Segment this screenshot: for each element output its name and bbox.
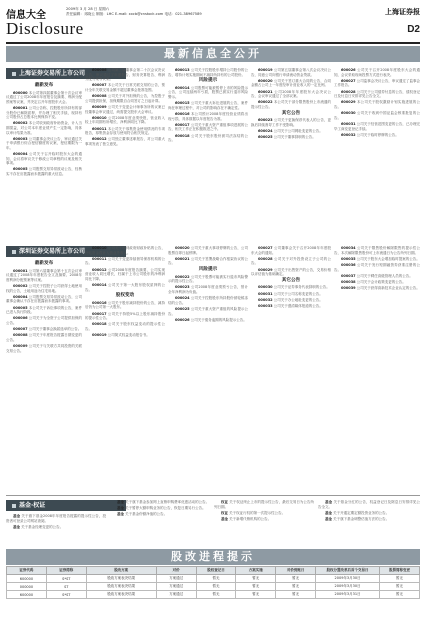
article-column: 基金 关于基金分红的公告，权益登记日及除息日安排详见公告全文。 基金 关于开通定期定额投资业务的公告。 基金 关于旗下基金调整估值方法的公告。 bbox=[318, 500, 420, 521]
article-column: 最新发布 000001 公司第六届董事会第十五次会议审议通过了2008年年度报告全文及摘要、2008年度利润分配预案等议案。 000002 公司关于控股子公司获得土地使用权的公告，土地用途为住宅用地。 000004 公司股票交易异常波动公告，公司董事会确认不存在应披露而未披露的事项。 000005 本公司关于诉讼事项的公告，案件已进入执行阶段。 000006 公司关于为全资子公司提供担保的公告。 000007 公司关于董事会换届选举的公告。 000008 公司关于年度报告披露日期变更的公告。 000009 公司关于与关联方共同投资的关联交易公告。 bbox=[6, 261, 82, 353]
column-header: 对价到账日 bbox=[276, 567, 316, 575]
article-column: 最新发布 600000 本公司第四届董事会第十次会议审议通过了公司2008年年度报告及摘要、利润分配预案等议案，并决定召开年度股东大会。 600001 公司公告称，控股股东所持有的部分股份已解除质押，并办理了相关手续，现持有公司股份占总股本比例保持不变。 600002 本公司收到政府补助资金，计入当期损益，对公司本年度业绩产生一定影响，具体以审计结果为准。 600003 公司董事会决议公告，审议通过关于申请银行综合授信额度的议案，授信期限为一年。 600004 公司关于召开临时股东大会的通知，会议将审议关于修改公司章程的议案及相关事项。 600005 公司股票交易异常波动公告，经核实不存在应披露而未披露的重大信息。 bbox=[6, 83, 82, 177]
table-cell: 暂无 bbox=[236, 591, 276, 599]
section-title-text: 深圳证券交易所上市公司 bbox=[19, 248, 86, 255]
article-column: 600019 公司第五届董事会第八次会议决议公告，同意公司向银行申请流动资金贷款。 600020 公司关于签订重大合同的公告，合同金额占公司上一年度经审计营业收入的一定比例。 600021 公司2008年年度股东大会决议公告，会议审议通过了全部议案。 600022 本公司关于部分限售股份上市流通的提示性公告。 其它公告 600023 公司关于更换保荐代表人的公告，更换后持续督导工作不受影响。 600024 公司关于公司网址变更的公告。 600025 公司关于董事辞职的公告。 bbox=[251, 68, 331, 140]
table-cell: 暂无 bbox=[380, 591, 420, 599]
table-cell: 暂无 bbox=[236, 583, 276, 591]
table-cell: 000000 bbox=[7, 583, 47, 591]
column-header: 证券代码 bbox=[7, 567, 47, 575]
column-header: 股权登记日 bbox=[196, 567, 236, 575]
table-row bbox=[7, 591, 420, 599]
table-cell: 暂无 bbox=[276, 591, 316, 599]
section-name: Disclosure bbox=[6, 19, 84, 38]
header-info bbox=[66, 7, 202, 17]
subhead: 其它公告 bbox=[281, 277, 301, 283]
article-column: 000027 公司董事会关于召开2008年年度股东大会的通知。 000028 公司关于对外投资设立子公司的公告。 000029 公司关于出售资产的公告，交易价格以评估值为基础确定。 其它公告 000030 公司关于证券事务代表辞职的公告。 000031 公司关于公司名称变更的公告。 000032 公司关于办公地址变更的公告。 000033 公司关于澄清媒体报道的公告。 bbox=[251, 246, 331, 308]
page-code: D2 bbox=[407, 24, 420, 35]
table-cell: 股改方案表决结果 bbox=[86, 591, 156, 599]
table-cell: 暂无 bbox=[380, 575, 420, 583]
section-title-text: 上海证券交易所上市公司 bbox=[19, 70, 86, 77]
table-cell: 600000 bbox=[7, 591, 47, 599]
table-cell: 暂无 bbox=[196, 575, 236, 583]
table-row bbox=[7, 583, 420, 591]
table-cell: 暂无 bbox=[196, 583, 236, 591]
subhead: 其它公告 bbox=[281, 110, 301, 116]
table-cell: S*ST bbox=[46, 591, 86, 599]
banner-share-reform: 股改进程提示 bbox=[6, 549, 420, 565]
table-cell: 2009年3月30日 bbox=[316, 575, 380, 583]
table-cell: 方案通过 bbox=[156, 575, 196, 583]
column-header: 股改方案 bbox=[86, 567, 156, 575]
table-cell: 方案通过 bbox=[156, 591, 196, 599]
article-column: 000020 公司关于重大事项停牌的公告，公司股票自即日起停牌。 000021 公司关于签署战略合作框架协议的公告。 风险提示 000022 公司关于股票可能被实行退市风险警示的提示性公告。 000023 公司2008年度业绩预亏公告，预计全年净利润为负值。 000024 公司关于控股股东所持股份被轮候冻结的公告。 000025 公司关于重大资产重组的风险提示公告。 000026 公司关于债务逾期的风险提示公告。 bbox=[168, 246, 248, 322]
article-column: 600006 公司第三届董事会第二十次会议决议公告，审议通过了年度报告、财务决算报告、利润分配方案等议案。 600007 本公司关于日常关联交易的公告，预计全年关联交易金额不超过董事会批准范围。 600008 公司关于对外担保的公告，为控股子公司提供担保，担保期限自合同签订之日起计算。 600009 公司关于变更会计师事务所的议案已经董事会审议通过，尚需提交股东大会审议。 600010 公司2008年度业绩快报，营业收入较上年同期有所增长，净利润同比下降。 600011 本公司关于募集资金使用情况的专项报告，募集资金存放与使用符合相关规定。 600012 公司独立董事述职报告，对公司重大事项发表了独立意见。 bbox=[85, 68, 165, 146]
table-cell: 2009年3月30日 bbox=[316, 583, 380, 591]
article-column: 权证 关于权证终止上市的提示性公告，最后交易日为公告所列日期。 权证 关于权证行权的第一次提示性公告。 基金 关于新增代销机构的公告。 bbox=[214, 500, 314, 521]
share-reform-table bbox=[6, 566, 420, 599]
page-header bbox=[6, 4, 420, 42]
column-header: 对价 bbox=[156, 567, 196, 575]
table-cell: S*ST bbox=[46, 575, 86, 583]
subhead: 风险提示 bbox=[198, 78, 218, 84]
table-cell: 暂无 bbox=[276, 583, 316, 591]
table-cell: 600000 bbox=[7, 575, 47, 583]
article-column: 000034 公司关于限售股份解除限售的提示性公告，本次解除限售股份可上市流通日为公告所列日期。 000035 公司关于股东大会增加临时提案的公告。 000036 公司关于发行短期融资券获准注册的公告。 000037 公司关于聘任高级管理人员的公告。 000038 公司关于会计政策变更的公告。 000039 公司关于获得高新技术企业认定的公告。 bbox=[334, 246, 420, 291]
section-marker-icon bbox=[12, 504, 16, 508]
table-cell: 股改方案表决结果 bbox=[86, 583, 156, 591]
masthead-title: 信息大全 bbox=[6, 10, 46, 21]
article-column: 600026 公司关于召开2008年度股东大会的通知，会议采取现场投票方式进行表决。 600027 公司监事会决议公告，审议通过了监事会工作报告。 600028 公司关于公司债券付息的公告，债权登记日及付息日安排详见公告全文。 600029 本公司关于股权激励计划实施进展的公告。 600030 公司关于收到中国证监会核准批复的公告。 600031 公司关于经营范围变更的公告，已办理完毕工商变更登记手续。 600032 公司关于临时停牌的公告。 bbox=[334, 68, 420, 137]
table-cell: 暂无 bbox=[196, 591, 236, 599]
header-date-line: 2009年 3 月 28 日 星期六 bbox=[66, 7, 110, 11]
table-cell: ST bbox=[46, 583, 86, 591]
banner-latest-info: 最新信息全公开 bbox=[6, 46, 420, 62]
section-title-funds bbox=[6, 500, 126, 511]
column-header: 证券简称 bbox=[46, 567, 86, 575]
table-cell: 暂无 bbox=[380, 583, 420, 591]
section-marker-icon bbox=[12, 250, 16, 254]
subhead: 风险提示 bbox=[198, 266, 218, 272]
article-column: 基金 关于旗下基金参加网上直销申购费率优惠活动的公告。 基金 关于暂停大额申购业务的公告，恢复日期另行公告。 基金 关于基金份额净值的公告。 bbox=[117, 500, 210, 517]
table-cell: 方案通过 bbox=[156, 583, 196, 591]
section-title-text: 基金·权证 bbox=[19, 502, 46, 509]
header-rule bbox=[6, 42, 420, 44]
article-column: 基金 关于旗下基金2008年年度报告披露的提示性公告，投资者可登录公司网站查阅。 基金 关于基金经理变更的公告。 bbox=[6, 514, 106, 529]
column-header: 股票简称变更 bbox=[380, 567, 420, 575]
newspaper-name: 上海证券报 bbox=[385, 7, 420, 16]
column-header: 股权分置改革后首个交易日 bbox=[316, 567, 380, 575]
section-divider bbox=[6, 495, 420, 496]
article-column: 000010 公司关于收到政府财政补贴的公告，补贴资金将计入营业外收入。 000011 公司关于变更持续督导保荐机构的公告。 000012 公司2008年度报告摘要，公司实现营业收入同比增长，归属于上市公司股东的净利润同比下降。 000014 公司关于第一大股东股权质押的公告。 股权变动 000016 公司关于股东减持股份的公告，减持后仍为公司第一大股东。 000017 公司关于持股5%以上股东减持股份的提示性公告。 000018 公司关于股东权益变动的提示性公告。 000019 公司简式权益变动报告书。 bbox=[85, 246, 165, 338]
table-cell: 股改方案表决结果 bbox=[86, 575, 156, 583]
table-header-row bbox=[7, 567, 420, 575]
article-column: 600013 公司关于控股股东增持公司股份的公告，增持计划实施期间不减持所持有的公司股份。 风险提示 600014 公司股票可能被暂停上市的风险提示公告，公司连续两年亏损，股票已被实行退市风险警示。 600015 公司关于重大诉讼进展的公告，案件尚在审理过程中，对公司的影响存在不确定性。 600016 本公司预计2008年度经营业绩将出现亏损，具体数据以年度报告为准。 600017 公司关于重大资产重组事项进展的公告，相关工作正在积极推进之中。 600018 公司关于股东股份被司法冻结的公告。 bbox=[168, 68, 248, 143]
subhead: 股权变动 bbox=[115, 293, 135, 299]
column-header: 方案实施 bbox=[236, 567, 276, 575]
section-marker-icon bbox=[12, 72, 16, 76]
table-cell: 暂无 bbox=[236, 575, 276, 583]
table-cell: 2009年3月31日 bbox=[316, 591, 380, 599]
subhead: 最新发布 bbox=[34, 261, 54, 266]
table-row bbox=[7, 575, 420, 583]
table-cell: 暂无 bbox=[276, 575, 316, 583]
subhead: 最新发布 bbox=[34, 83, 54, 88]
header-contact-line: 责任编辑：邓晓云 制版：LHC E-mail: xxcb@cnstock.com 电话：021-38967589 bbox=[66, 12, 202, 16]
